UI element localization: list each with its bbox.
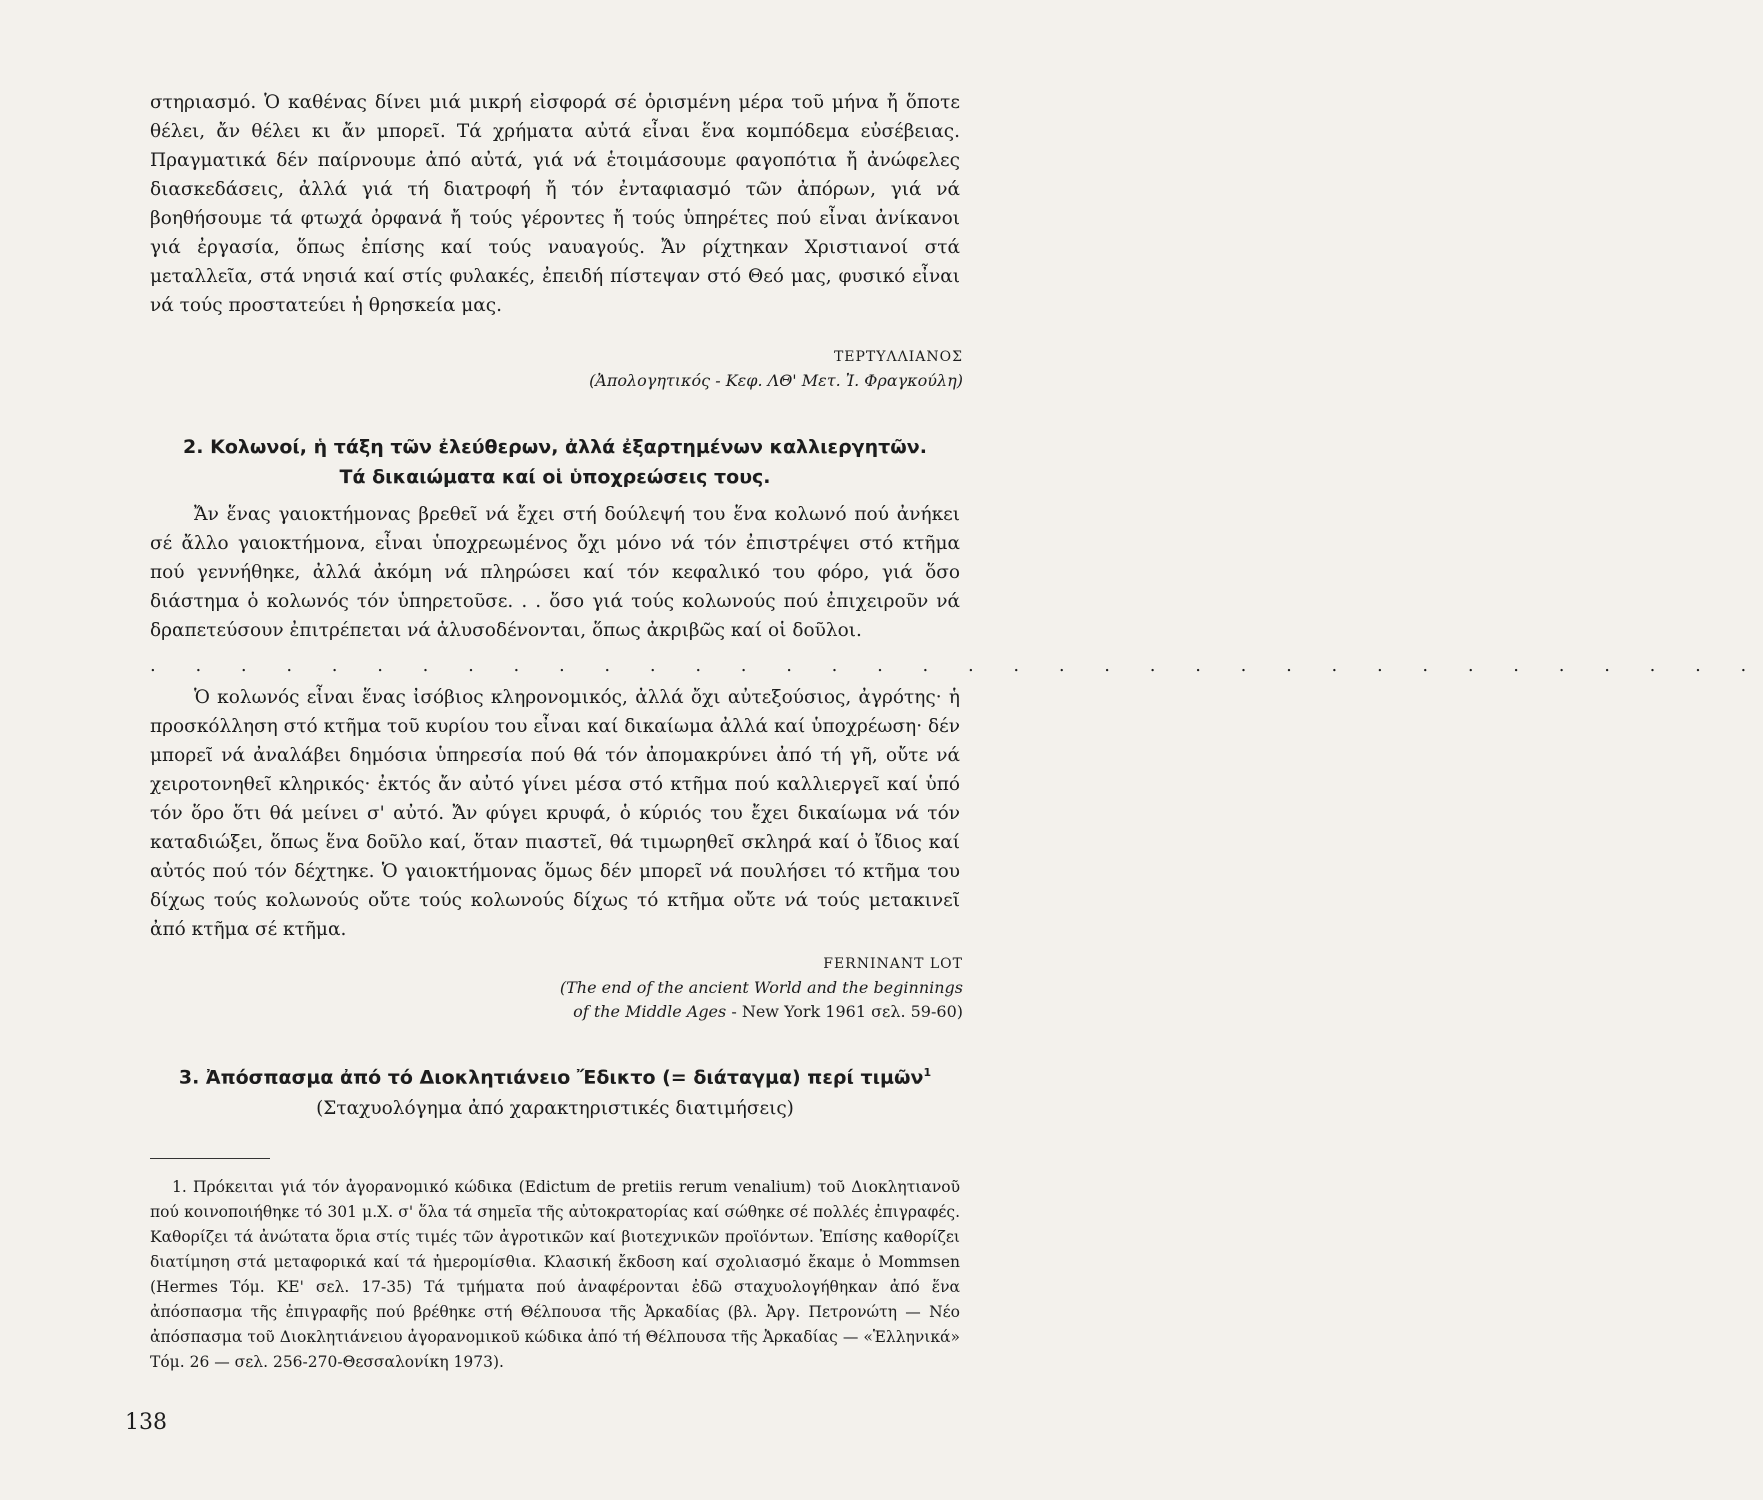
section-3-subheading: (Σταχυολόγημα ἀπό χαρακτηριστικές διατιμήσεις) [316,1098,794,1119]
colonus-paragraph-1: Ἄν ἕνας γαιοκτήμονας βρεθεῖ νά ἔχει στή δούλεψή του ἕνα κολωνό πού ἀνήκει σέ ἄλλο γαιοκτήμονα, εἶναι ὑποχρεωμένος ὄχι μόνο νά τόν ἐπιστρέψει στό κτῆμα πού γεννήθηκε, ἀλλά ἀκόμη νά πληρώσει καί τόν κεφαλικό του φόρο, γιά ὅσο διάστημα ὁ κολωνός τόν ὑπηρετοῦσε. . . ὅσο γιά τούς κολωνούς πού ἐπιχειροῦν νά δραπετεύσουν ἐπιτρέπεται νά ἁλυσοδένονται, ὅπως ἀκριβῶς καί οἱ δοῦλοι. [150,504,960,641]
source-lot-publisher: - New York 1961 σελ. 59-60) [726,1002,963,1021]
source-lot-title: of the Middle Ages [573,1002,727,1021]
footnote-rule [150,1158,270,1159]
ellipsis-divider: . . . . . . . . . . . . . . . . . . . . . . . . . . . . . . . . . . . . [150,655,1763,676]
author-lot: FERNINANT LOT [823,956,963,972]
footnote-1: 1. Πρόκειται γιά τόν ἀγορανομικό κώδικα (Edictum de pretiis rerum venalium) τοῦ Διοκλητιανοῦ πού κοινοποιήθηκε τό 301 μ.Χ. σ' ὅλα τά σημεῖα τῆς αὐτοκρατορίας καί σώθηκε σέ πολλές ἐπιγραφές. Καθορίζει τά ἀνώτατα ὅρια στίς τιμές τῶν ἀγροτικῶν καί βιοτεχνικῶν προϊόντων. Ἐπίσης καθορίζει διατίμηση στά μεταφορικά καί τά ἡμερομίσθια. Κλασική ἔκδοση καί σχολιασμό ἔκαμε ὁ Mommsen (Hermes Τόμ. ΚΕ' σελ. 17-35) Τά τμήματα πού ἀναφέρονται ἐδῶ σταχυολογήθηκαν ἀπό ἕνα ἀπόσπασμα τῆς ἐπιγραφῆς πού βρέθηκε στή Θέλπουσα τῆς Ἀρκαδίας (βλ. Ἀργ. Πετρονώτη — Νέο ἀπόσπασμα τοῦ Διοκλητιάνειου ἀγορανομικοῦ κώδικα ἀπό τή Θέλπουσα τῆς Ἀρκαδίας — «Ἑλληνικά» Τόμ. 26 — σελ. 256-270-Θεσσαλονίκη 1973). [150,1178,960,1371]
source-lot-line1: (The end of the ancient World and the beginnings [559,978,963,997]
author-tertullian: ΤΕΡΤΥΛΛΙΑΝΟΣ [833,349,963,365]
page-number: 138 [125,1410,167,1435]
tertullian-passage: στηριασμό. Ὁ καθένας δίνει μιά μικρή εἰσφορά σέ ὁρισμένη μέρα τοῦ μήνα ἤ ὅποτε θέλει, ἄν θέλει κι ἄν μπορεῖ. Τά χρήματα αὐτά εἶναι ἕνα κομπόδεμα εὐσέβειας. Πραγματικά δέν παίρνουμε ἀπό αὐτά, γιά νά ἑτοιμάσουμε φαγοπότια ἤ ἀνώφελες διασκεδάσεις, ἀλλά γιά τή διατροφή ἤ τόν ἐνταφιασμό τῶν ἀπόρων, γιά νά βοηθήσουμε τά φτωχά ὀρφανά ἤ τούς γέροντες ἤ τούς ὑπηρέτες πού εἶναι ἀνίκανοι γιά ἐργασία, ὅπως ἐπίσης καί τούς ναυαγούς. Ἄν ρίχτηκαν Χριστιανοί στά μεταλλεῖα, στά νησιά καί στίς φυλακές, ἐπειδή πίστεψαν στό Θεό μας, φυσικό εἶναι νά τούς προστατεύει ἡ θρησκεία μας. [150,92,960,316]
section-2-heading-line1: 2. Κολωνοί, ἡ τάξη τῶν ἐλεύθερων, ἀλλά ἐξαρτημένων καλλιεργητῶν. [183,436,927,458]
source-tertullian: (Ἀπολογητικός - Κεφ. ΛΘ' Μετ. Ἰ. Φραγκούλη) [589,371,963,390]
colonus-paragraph-2: Ὁ κολωνός εἶναι ἕνας ἰσόβιος κληρονομικός, ἀλλά ὄχι αὐτεξούσιος, ἀγρότης· ἡ προσκόλληση στό κτῆμα τοῦ κυρίου του εἶναι καί δικαίωμα ἀλλά καί ὑποχρέωση· δέν μπορεῖ νά ἀναλάβει δημόσια ὑπηρεσία πού θά τόν ἀπομακρύνει ἀπό τή γῆ, οὔτε νά χειροτονηθεῖ κληρικός· ἐκτός ἄν αὐτό γίνει μέσα στό κτῆμα πού καλλιεργεῖ καί ὑπό τόν ὅρο ὅτι θά μείνει σ' αὐτό. Ἄν φύγει κρυφά, ὁ κύριός του ἔχει δικαίωμα νά τόν καταδιώξει, ὅπως ἕνα δοῦλο καί, ὅταν πιαστεῖ, θά τιμωρηθεῖ σκληρά καί ὁ ἴδιος καί αὐτός πού τόν δέχτηκε. Ὁ γαιοκτήμονας ὅμως δέν μπορεῖ νά πουλήσει τό κτῆμα του δίχως τούς κολωνούς οὔτε τούς κολωνούς δίχως τό κτῆμα οὔτε νά τούς μετακινεῖ ἀπό κτῆμα σέ κτῆμα. [150,687,960,940]
section-2-heading [150,432,960,492]
section-2-heading-line2: Τά δικαιώματα καί οἱ ὑποχρεώσεις τους. [339,466,771,488]
lot-attribution [560,952,963,1024]
tertullian-attribution [589,345,963,393]
source-lot-line2 [560,1000,963,1024]
section-3-heading [150,1058,960,1092]
footnote-reference: 1 [923,1066,932,1079]
section-3-heading-text: 3. Ἀπόσπασμα ἀπό τό Διοκλητιάνειο Ἔδικτο (= διάταγμα) περί τιμῶν [178,1066,924,1089]
source-lot [560,976,963,1024]
